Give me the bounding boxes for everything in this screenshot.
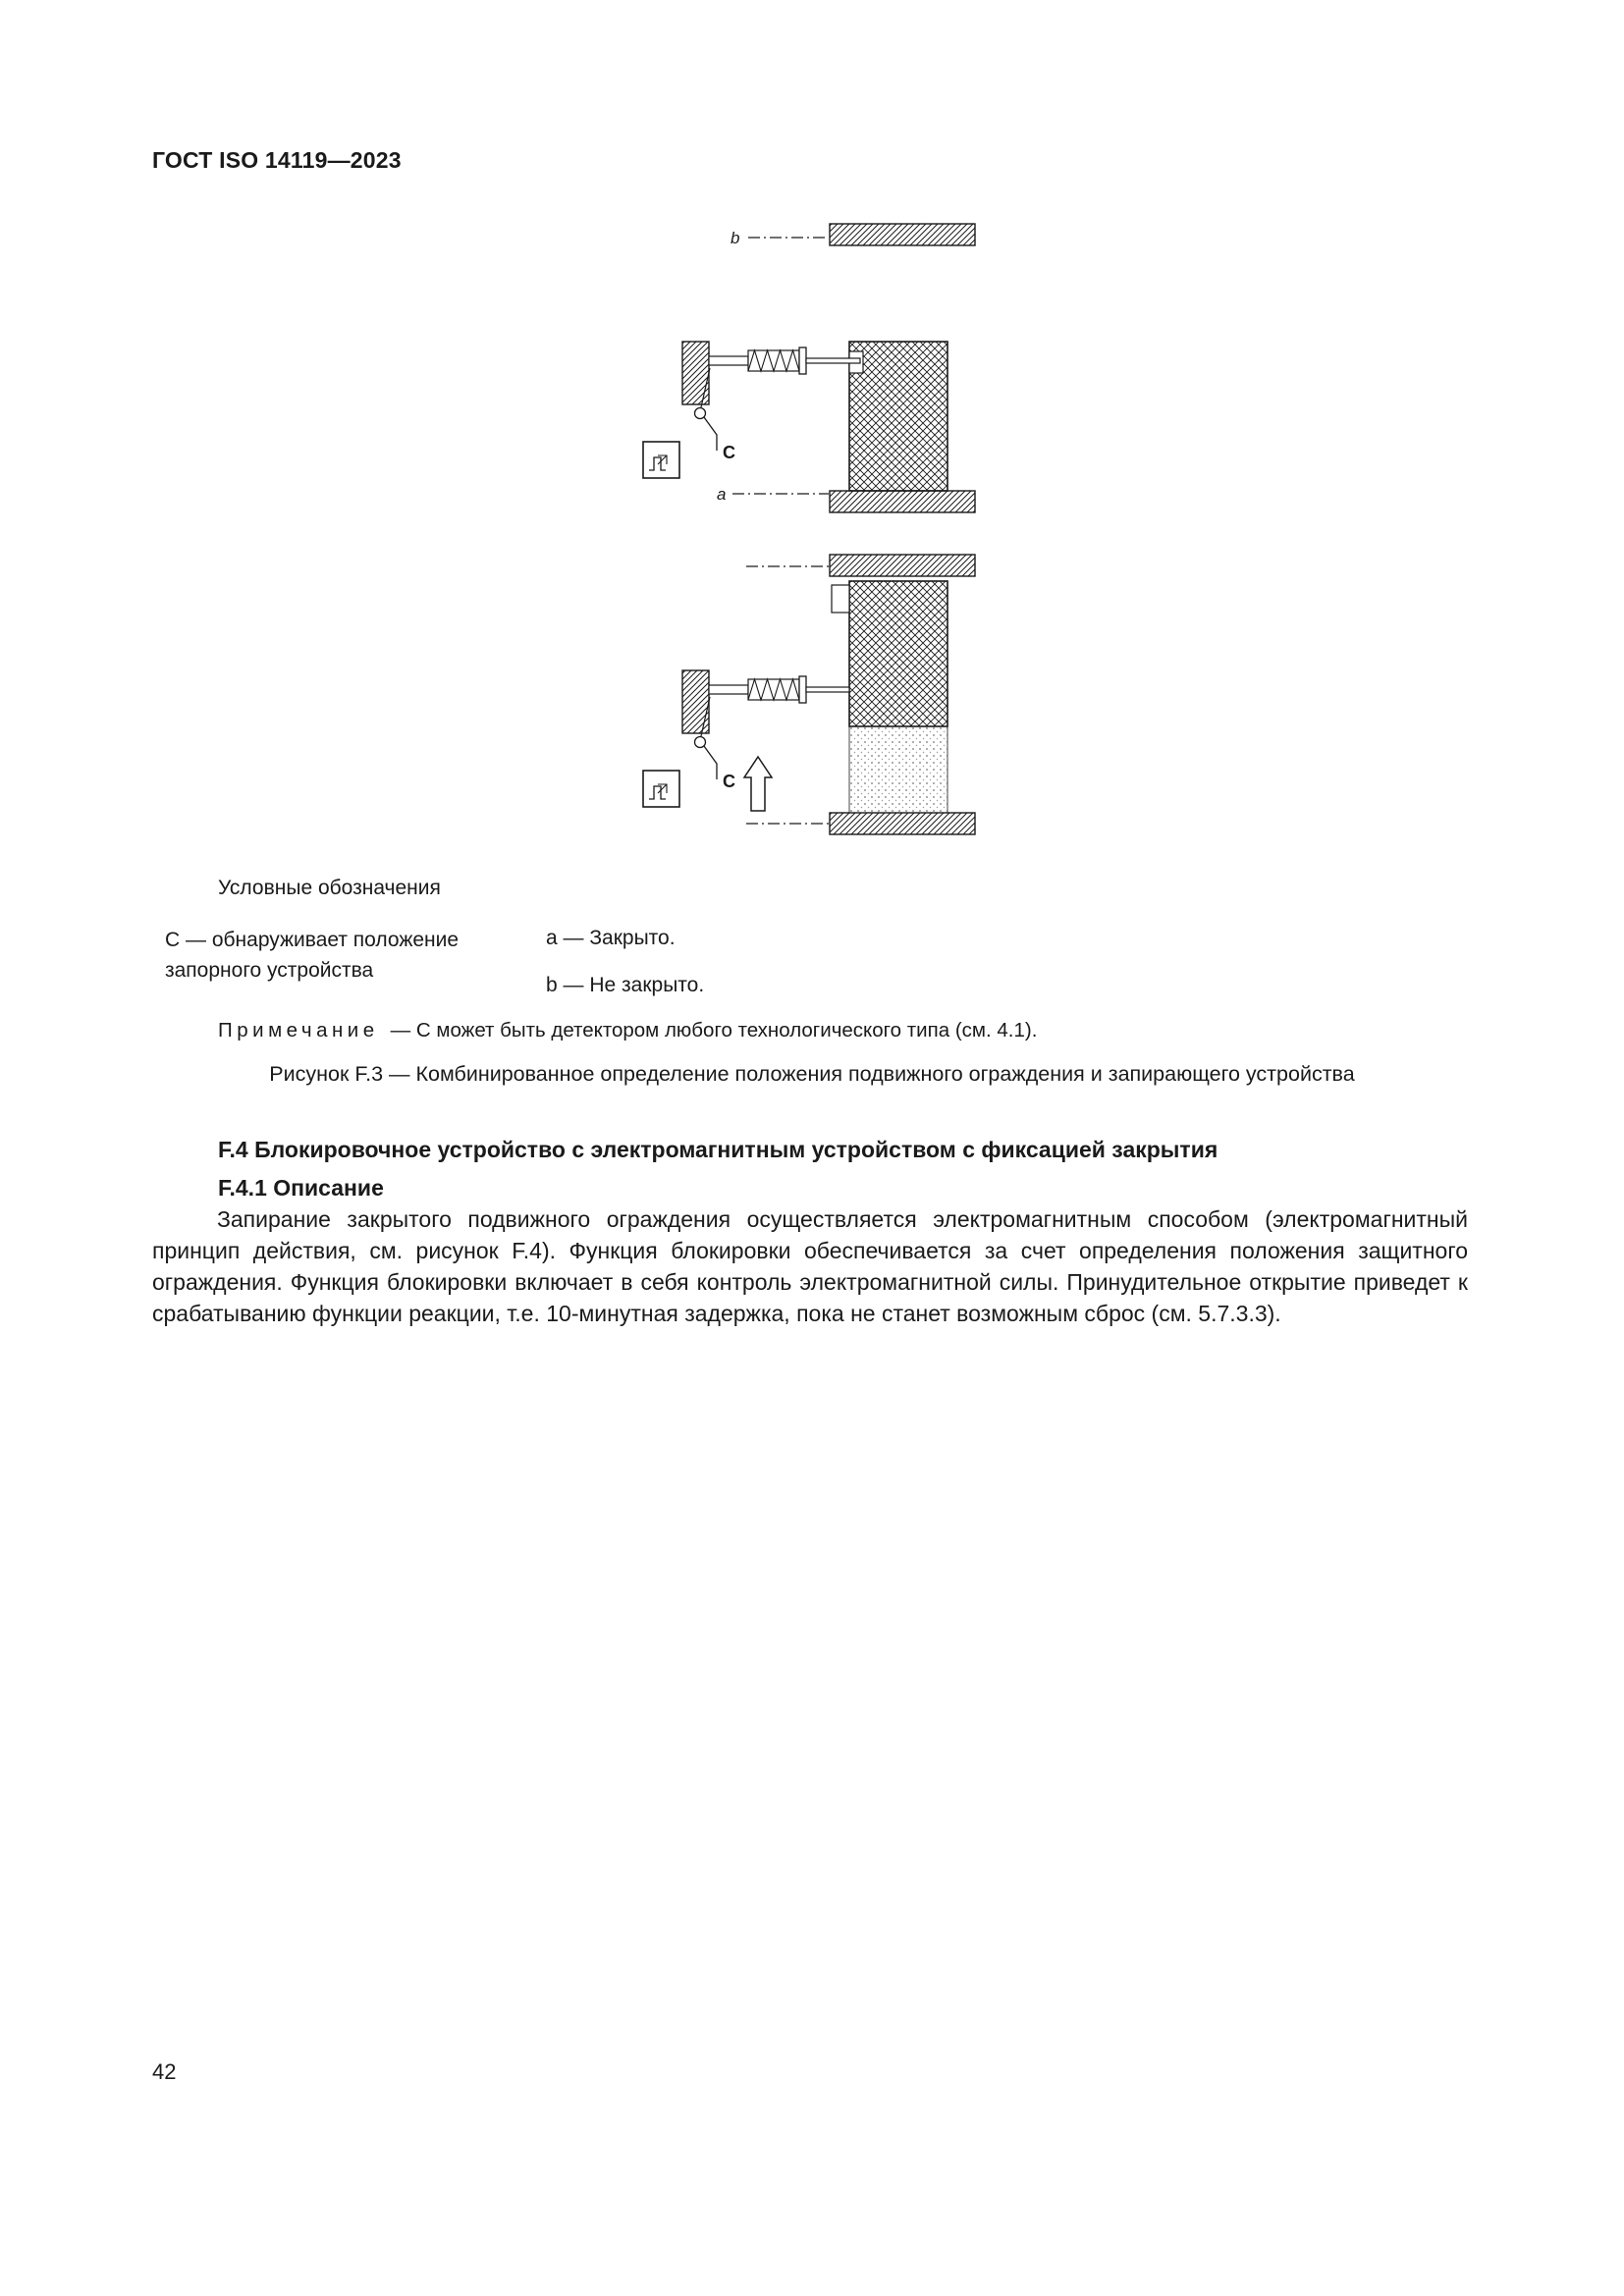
section-heading-f41: F.4.1 Описание [218, 1175, 384, 1201]
note-text: — С может быть детектором любого технологического типа (см. 4.1). [390, 1019, 1038, 1041]
section-f4-paragraph: Запирание закрытого подвижного ограждения осуществляется электромагнитным способом (электромагнитный принцип действия, см. рисунок F.4). Функция блокировки обеспечивается за счет определения положения защитного ограждения. Функция блокировки включает в себя контроль электромагнитной силы. Принудительное открытие приведет к срабатыванию функции реакции, т.е. 10-минутная задержка, пока не станет возможным сброс (см. 5.7.3.3). [152, 1206, 1468, 1326]
bolt-rod2 [709, 685, 748, 694]
legend-item-c-line1: С — обнаруживает положение [165, 929, 460, 951]
wall-mount2 [682, 670, 709, 733]
page-number: 42 [152, 2059, 177, 2084]
detector-leader-line [704, 417, 717, 451]
roller-follower-icon [695, 408, 706, 419]
roller-follower-icon2 [695, 737, 706, 748]
legend-item-b: b — Не закрыто. [546, 974, 705, 996]
guard-door-block [849, 342, 947, 491]
latch-notch2 [832, 585, 849, 613]
legend-item-a: a — Закрыто. [546, 927, 676, 949]
movement-up-arrow-icon [744, 757, 772, 811]
legend-item-c-line2: запорного устройства [165, 959, 374, 982]
legend-title: Условные обозначения [218, 877, 441, 899]
locking-bolt-assembly [682, 342, 860, 451]
figure-caption: Рисунок F.3 — Комбинированное определение положения подвижного ограждения и запирающего устройства [269, 1062, 1355, 1086]
locking-bolt-assembly2 [682, 670, 849, 779]
fixed-frame-bottom [830, 491, 975, 512]
bolt-tip2 [806, 687, 849, 692]
detector-leader-line2 [704, 746, 717, 779]
fixed-frame-top [830, 224, 975, 245]
label-c-top: C [723, 443, 735, 462]
bolt-rod [709, 356, 748, 365]
section-heading-f4: F.4 Блокировочное устройство с электромагнитным устройством с фиксацией закрытия [218, 1137, 1218, 1162]
bolt-tip [806, 358, 860, 363]
note-label: Примечание [218, 1019, 379, 1041]
guard-door-block2 [849, 581, 947, 726]
position-switch-box2 [643, 771, 679, 807]
fixed-frame-bottom2 [830, 813, 975, 834]
label-b: b [731, 229, 740, 247]
figure-f3-diagram [609, 211, 1001, 859]
bolt-end-plate [799, 347, 806, 374]
wall-mount [682, 342, 709, 404]
bolt-end-plate2 [799, 676, 806, 703]
figure-note [218, 1019, 1465, 1042]
diagram-moving-state [643, 555, 975, 834]
label-c-bottom: C [723, 772, 735, 791]
gap-stipple-region [849, 726, 947, 813]
document-header: ГОСТ ISO 14119—2023 [152, 147, 402, 173]
figure-f3 [609, 211, 1001, 859]
position-switch-box [643, 442, 679, 478]
diagram-closed-state [643, 224, 975, 512]
fixed-frame-top2 [830, 555, 975, 576]
label-a: a [717, 485, 727, 504]
